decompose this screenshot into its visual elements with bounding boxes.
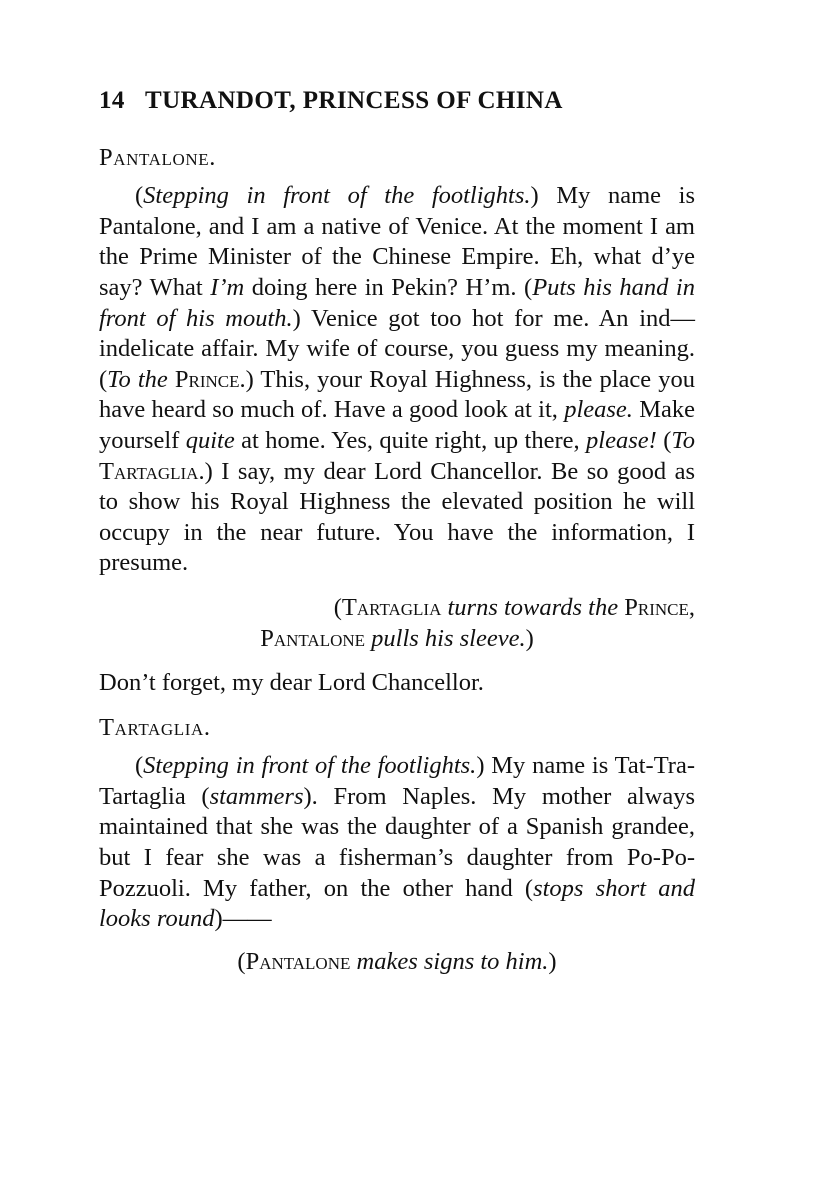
spacer [99, 654, 695, 668]
stage-direction: To [671, 426, 695, 454]
stage-direction-block-cont: Pantalone pulls his sleeve.) [260, 624, 534, 652]
emphasis: quite [185, 426, 235, 454]
character-name: Pantalone [245, 947, 351, 975]
running-title: TURANDOT, PRINCESS OF CHINA [145, 87, 563, 114]
spacer [99, 579, 695, 593]
stage-direction: Stepping in front of the footlights. [143, 752, 477, 780]
character-name: Pantalone [260, 624, 366, 652]
speech-paragraph: (Stepping in front of the footlights.) My name is Tat-Tra-Tartaglia (stammers). From Naples. My mother always maintained that she was the daughter of a Spanish grandee, but I fear she was a fisherman’s daughter from Po-Po-Pozzuoli. My father, on the other hand (stops short and looks round)—— [99, 752, 695, 933]
speaker-name: Tartaglia. [99, 713, 211, 741]
stage-direction: Puts his hand in front of his mouth. [99, 273, 695, 332]
book-page [99, 86, 695, 977]
speech-line: Don’t forget, my dear Lord Chancellor. [99, 669, 484, 697]
stage-direction: stammers [209, 782, 304, 810]
speaker-name: Pantalone. [99, 143, 216, 171]
stage-direction: stops short and looks round [99, 874, 695, 933]
spacer [99, 935, 695, 947]
stage-direction: To the [107, 365, 168, 393]
character-name: Prince [167, 365, 240, 393]
stage-direction: Stepping in front of the footlights. [143, 182, 531, 210]
stage-direction-block: (Pantalone makes signs to him.) [237, 947, 557, 975]
page-number: 14 [99, 87, 125, 114]
character-name: Prince [624, 593, 689, 621]
emphasis: please. [564, 396, 633, 424]
speech-paragraph: (Stepping in front of the footlights.) My name is Pantalone, and I am a native of Venice. At the moment I am the Prime Minister of the Chinese Empire. Eh, what d’ye say? What I’m doing here in Pekin? H’m. (Puts his hand in front of his mouth.) Venice got too hot for me. An ind—indelicate affair. My wife of course, you guess my meaning. (To the Prince.) This, your Royal Highness, is the place you have heard so much of. Have a good look at it, please. Make yourself quite at home. Yes, quite right, up there, please! (To Tartaglia.) I say, my dear Lord Chancellor. Be so good as to show his Royal Highness the elevated position he will occupy in the near future. You have the information, I presume. [99, 182, 695, 577]
stage-direction-block: (Tartaglia turns towards the Prince, [333, 593, 695, 621]
character-name: Tartaglia [99, 457, 199, 485]
spacer [99, 699, 695, 713]
emphasis: I’m [210, 273, 245, 301]
emphasis: please! [586, 426, 657, 454]
character-name: Tartaglia [341, 593, 442, 621]
running-header [99, 86, 695, 117]
